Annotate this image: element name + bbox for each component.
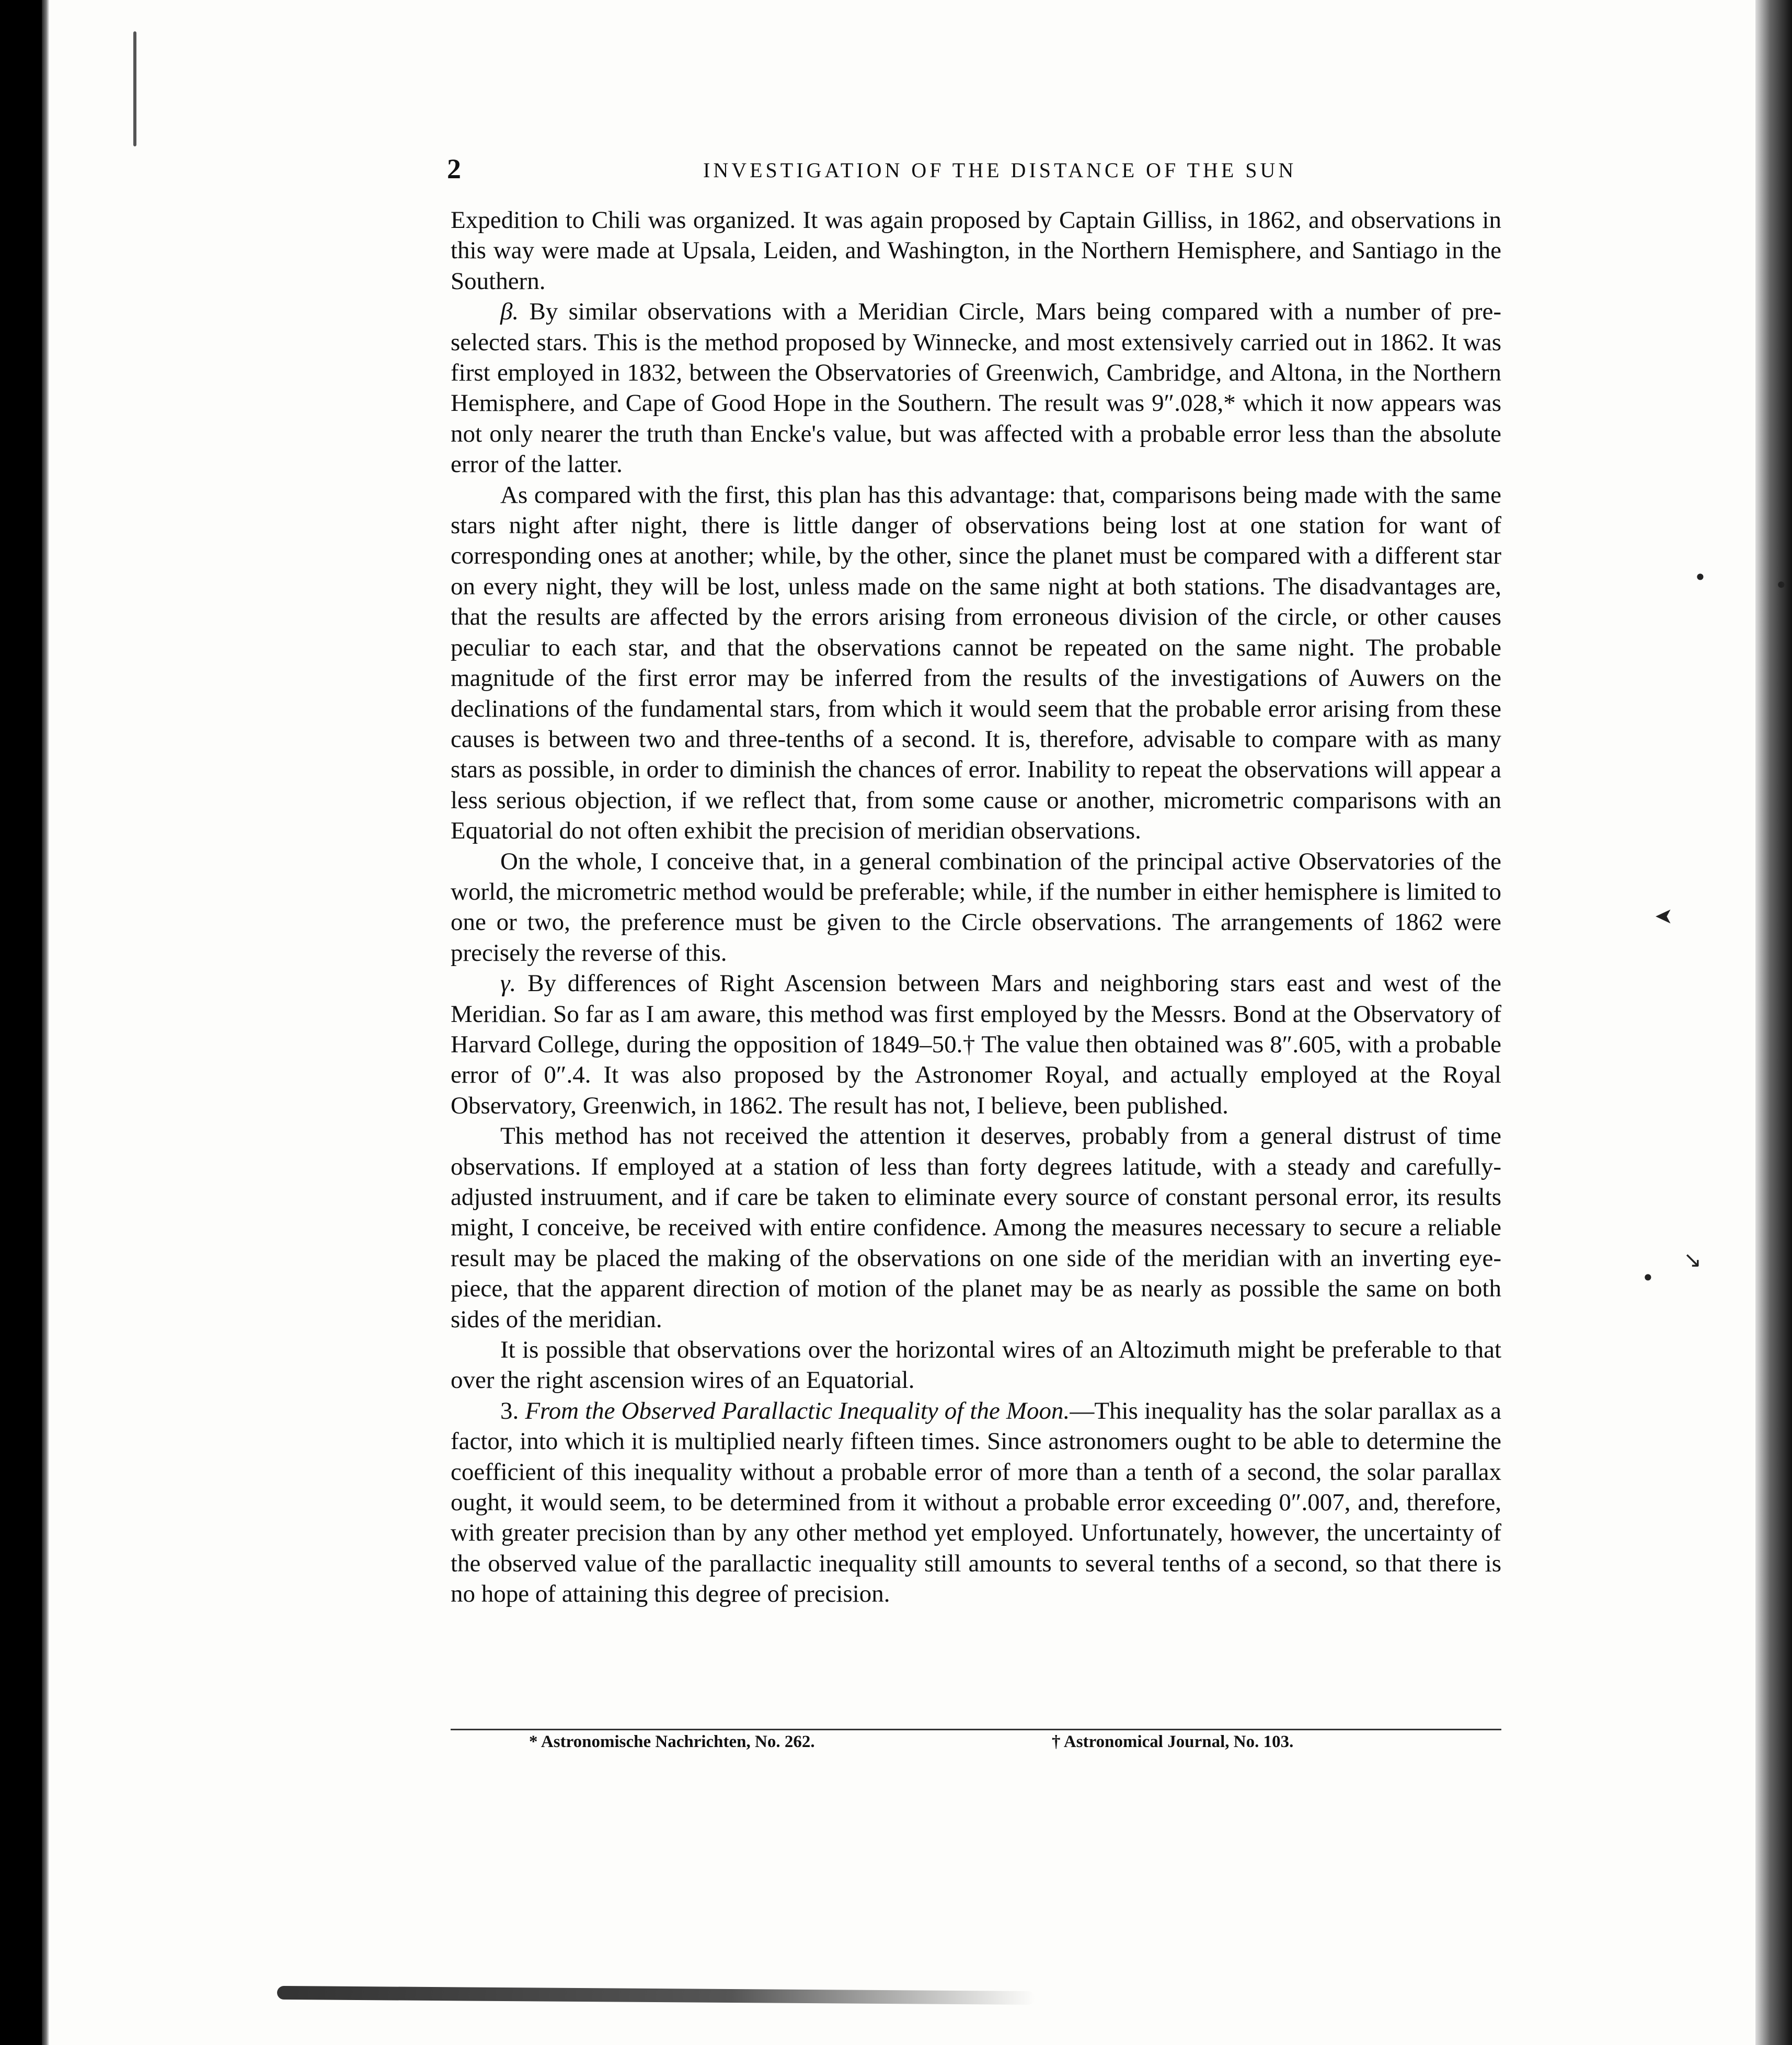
margin-dot-mark: • (1775, 572, 1788, 598)
section-label: 3. (500, 1397, 519, 1424)
paragraph-text: On the whole, I conceive that, in a general combination of the principal active Observatories of the world, the micrometric method would be preferable; while, if the number in either hemisphere is limited to one or two, the preference must be given to the Circle observations. The arrangements of 1862 were precisely the reverse of this. (451, 847, 1501, 967)
footnote: † Astronomical Journal, No. 103. (1052, 1732, 1294, 1751)
paragraph-text: —This inequality has the solar parallax as a factor, into which it is multiplied nearly fifteen times. Since astronomers ought to be able to determine the coefficient of this inequality without a probable error of more than a tenth of a second, the solar parallax ought, it would seem, to be determined from it without a probable error exceeding 0″.007, and, therefore, with greater precision than by any other method yet employed. Unfortunately, however, the uncertainty of the observed value of the parallactic inequality still amounts to several tenths of a second, so that there is no hope of attaining this degree of precision. (451, 1397, 1502, 1608)
paragraph-text: Expedition to Chili was organized. It was again proposed by Captain Gilliss, in 1862, and observations in this way were made at Upsala, Leiden, and Washington, in the Northern Hemisphere, and Santiago in the Southern. (451, 206, 1501, 295)
section-label: γ. (500, 970, 516, 997)
paragraph (451, 205, 1501, 296)
body-text (451, 205, 1501, 1610)
margin-arrow-mark: ➤ (1655, 904, 1673, 930)
paragraph-text: By differences of Right Ascension between Mars and neighboring stars east and west of the Meridian. So far as I am aware, this method was first employed by the Messrs. Bond at the Observatory of Harvard College, during the opposition of 1849–50.† The value then obtained was 8″.605, with a probable error of 0″.4. It was also proposed by the Astronomer Royal, and actually employed at the Royal Observatory, Greenwich, in 1862. The result has not, I believe, been published. (451, 970, 1501, 1119)
margin-dot-mark: • (1641, 1265, 1655, 1291)
margin-dot-mark: • (1694, 565, 1707, 590)
scan-left-mark (133, 31, 136, 146)
paragraph (451, 846, 1501, 969)
paragraph (451, 968, 1501, 1121)
paragraph (451, 480, 1501, 846)
paragraph (451, 1335, 1501, 1396)
scan-left-edge (42, 0, 49, 2045)
paragraph-text: This method has not received the attention it deserves, probably from a general distrust of time observations. If employed at a station of less than forty degrees latitude, with a steady and carefully-adjusted instruument, and if care be taken to eliminate every source of constant personal error, its results might, I conceive, be received with entire confidence. Among the measures necessary to secure a reliable result may be placed the making of the observations on one side of the meridian with an inverting eye-piece, that the apparent direction of motion of the planet may be as nearly as possible the same on both sides of the meridian. (451, 1122, 1501, 1333)
section-label: β. (500, 298, 519, 326)
page-header (447, 153, 1513, 189)
section-heading: From the Observed Parallactic Inequality of the Moon. (525, 1397, 1070, 1424)
paragraph (451, 296, 1501, 479)
paragraph-text: By similar observations with a Meridian Circle, Mars being compared with a number of pre-selected stars. This is the method proposed by Winnecke, and most extensively carried out in 1862. It was first employed in 1832, between the Observatories of Greenwich, Cambridge, and Altona, in the Northern Hemisphere, and Cape of Good Hope in the Southern. The result was 9″.028,* which it now appears was not only nearer the truth than Encke's value, but was affected with a probable error less than the absolute error of the latter. (451, 298, 1502, 478)
paragraph-text: It is possible that observations over the horizontal wires of an Altozimuth might be preferable to that over the right ascension wires of an Equatorial. (451, 1336, 1501, 1394)
paragraph-text: As compared with the first, this plan has this advantage: that, comparisons being made with the same stars night after night, there is little danger of observations being lost at one station for want of corresponding ones at another; while, by the other, since the planet must be compared with a different star on every night, they will be lost, unless made on the same night at both stations. The disadvantages are, that the results are affected by the errors arising from erroneous division of the circle, or other causes peculiar to each star, and that the observations cannot be repeated on the same night. The probable magnitude of the first error may be inferred from the results of the investigations of Auwers on the declinations of the fundamental stars, from which it would seem that the probable error arising from these causes is between two and three-tenths of a second. It is, therefore, advisable to compare with as many stars as possible, in order to diminish the chances of error. Inability to repeat the observations will appear a less serious objection, if we reflect that, from some cause or another, micrometric comparisons with an Equatorial do not often exhibit the precision of meridian observations. (451, 481, 1501, 845)
page-number: 2 (447, 153, 461, 185)
scan-right-edge (1755, 0, 1792, 2045)
footnote-rule (451, 1729, 1501, 1730)
footnote: * Astronomische Nachrichten, No. 262. (529, 1732, 815, 1751)
paragraph (451, 1121, 1501, 1335)
paragraph (451, 1396, 1501, 1610)
margin-arrow-mark: ↘ (1683, 1247, 1702, 1272)
running-title: INVESTIGATION OF THE DISTANCE OF THE SUN (703, 158, 1297, 182)
